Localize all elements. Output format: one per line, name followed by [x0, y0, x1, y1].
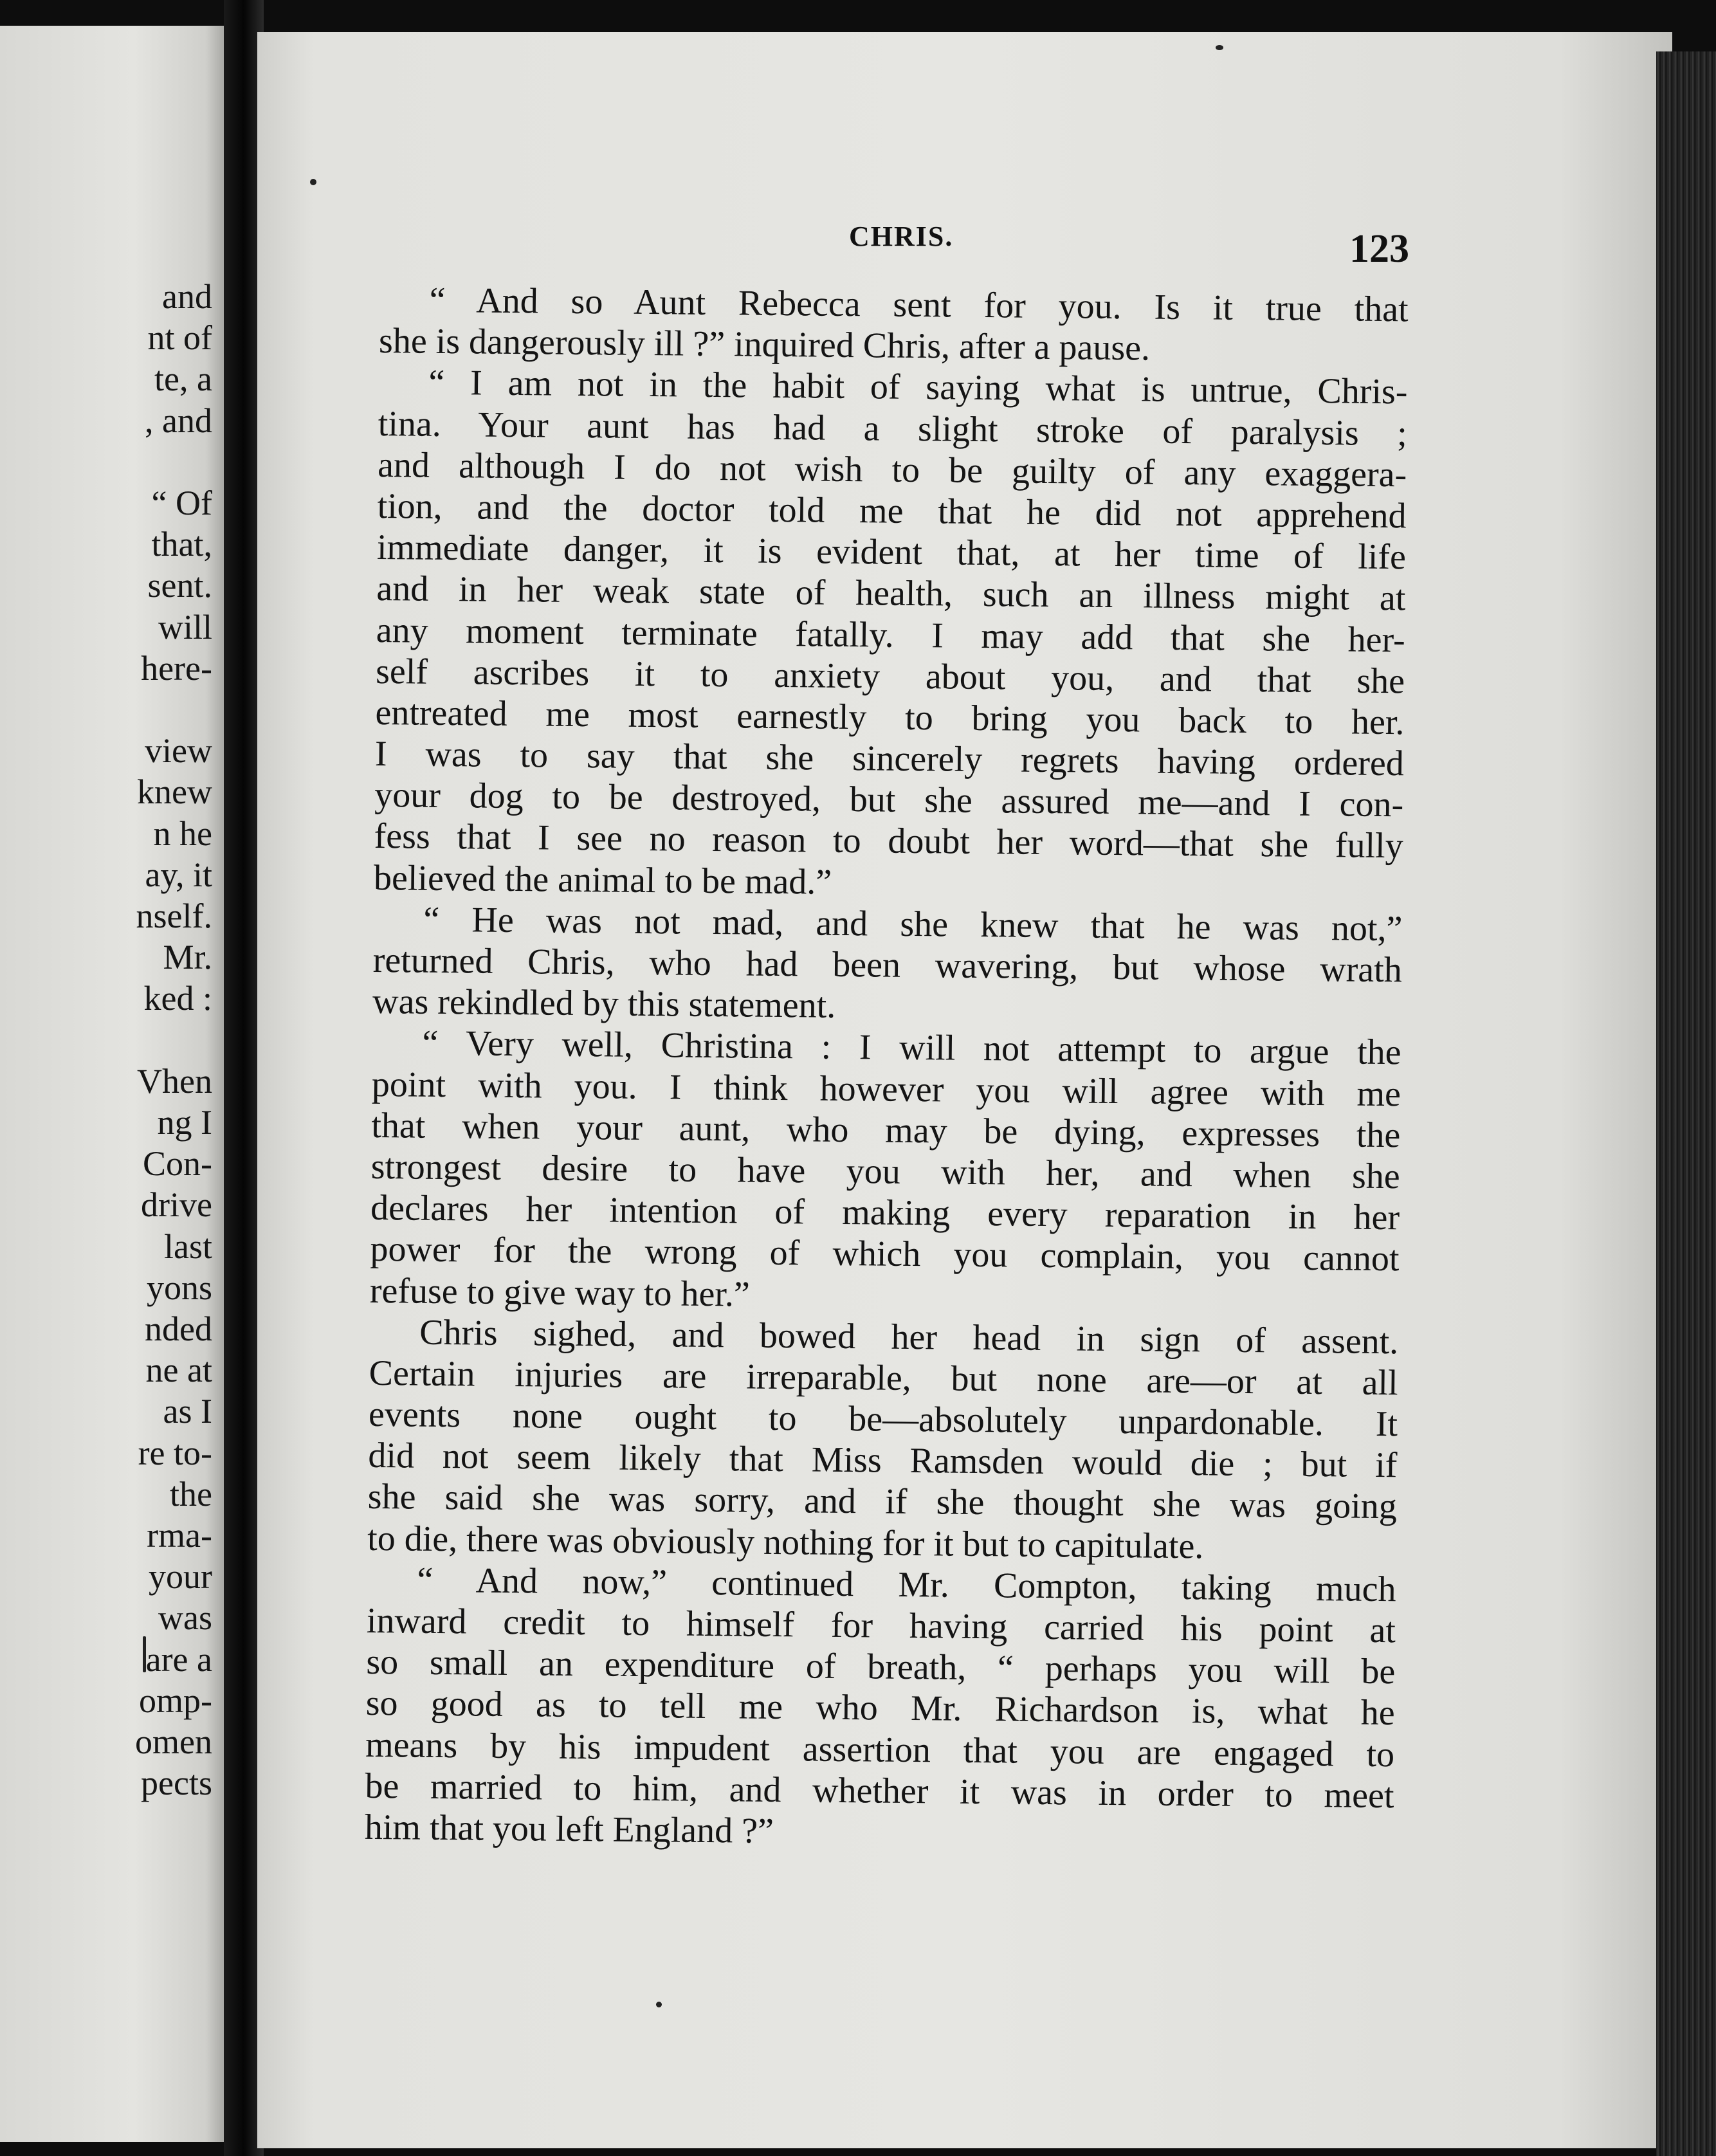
left-page-line: last: [164, 1227, 212, 1266]
left-page-line: knew: [137, 772, 212, 812]
scan-speck: [656, 2002, 662, 2007]
left-page-line: nt of: [147, 318, 212, 358]
left-page-line: Mr.: [163, 938, 212, 977]
text-line: to die, there was obviously nothing for it but to capitulate.: [367, 1518, 1204, 1567]
left-page-line: omp-: [139, 1681, 212, 1720]
text-line: Certain injuries are irreparable, but none are—or at all: [369, 1353, 1398, 1403]
text-line: returned Chris, who had been wavering, but whose wrath: [372, 940, 1403, 991]
running-header: CHRIS.: [849, 221, 954, 252]
text-line: fess that I see no reason to doubt her word—that she fully: [374, 816, 1403, 866]
left-page-line: sent.: [147, 566, 212, 605]
text-line: power for the wrong of which you complain, you cannot: [370, 1229, 1400, 1279]
text-line: refuse to give way to her.”: [369, 1270, 751, 1315]
left-page-line: will: [158, 607, 212, 646]
left-page-line: ay, it: [145, 855, 212, 894]
page-edges: [1656, 51, 1716, 2156]
left-page-line: are a: [145, 1640, 212, 1679]
text-line: entreated me most earnestly to bring you back to her.: [375, 692, 1405, 743]
left-page-line: ked :: [143, 979, 212, 1018]
left-page-line: view: [145, 731, 212, 771]
left-page-line: drive: [141, 1185, 212, 1225]
text-line: did not seem likely that Miss Ramsden would die ; but if: [368, 1436, 1398, 1486]
text-line: self ascribes it to anxiety about you, and that she: [375, 651, 1405, 702]
left-page-line: was: [158, 1598, 212, 1638]
text-line: and in her weak state of health, such an illness might at: [376, 569, 1406, 619]
text-line: tion, and the doctor told me that he did not apprehend: [377, 486, 1407, 536]
text-line: believed the animal to be mad.”: [373, 857, 832, 902]
text-line: strongest desire to have you with her, and when she: [370, 1146, 1400, 1197]
left-page-line: re to-: [138, 1433, 212, 1472]
left-page-line: ne at: [145, 1351, 212, 1390]
left-page-line: omen: [135, 1722, 212, 1761]
left-page-line: nded: [145, 1310, 212, 1348]
text-line: “ I am not in the habit of saying what is untrue, Chris-: [428, 363, 1408, 412]
left-page-line: pects: [141, 1764, 212, 1803]
left-page-line: your: [149, 1557, 212, 1596]
left-page-line: n he: [153, 814, 212, 853]
text-line: Chris sighed, and bowed her head in sign of assent.: [419, 1312, 1399, 1362]
left-page-line: as I: [163, 1392, 212, 1431]
text-line: so small an expenditure of breath, “ perhaps you will be: [366, 1642, 1396, 1692]
text-line: your dog to be destroyed, but she assured me—and I con-: [374, 775, 1404, 825]
scan-speck: [143, 1636, 146, 1672]
text-line: “ He was not mad, and she knew that he was not,”: [423, 899, 1403, 949]
left-page-line: nself.: [136, 897, 212, 935]
left-page-line: Con-: [143, 1144, 212, 1183]
text-line: and although I do not wish to be guilty of any exaggera-: [377, 444, 1407, 495]
left-page-line: here-: [141, 648, 212, 688]
left-page-line: “ Of: [151, 484, 212, 522]
text-line: immediate danger, it is evident that, at her time of life: [376, 527, 1407, 578]
text-line: means by his impudent assertion that you are engaged to: [365, 1724, 1395, 1775]
scan-speck: [1216, 45, 1223, 50]
text-line: “ And so Aunt Rebecca sent for you. Is it true that: [429, 280, 1409, 330]
previous-page-fragment: [0, 26, 224, 2142]
text-line: that when your aunt, who may be dying, expresses the: [371, 1105, 1401, 1156]
left-page-line: and: [162, 277, 212, 316]
left-page-line: the: [170, 1474, 212, 1513]
text-line: inward credit to himself for having carried his point at: [366, 1600, 1396, 1651]
text-line: him that you left England ?”: [364, 1807, 774, 1851]
text-line: I was to say that she sincerely regrets having ordered: [374, 734, 1405, 784]
text-line: point with you. I think however you will agree with me: [371, 1064, 1401, 1114]
text-line: declares her intention of making every reparation in her: [370, 1188, 1400, 1238]
text-line: tina. Your aunt has had a slight stroke of paralysis ;: [378, 403, 1408, 453]
text-line: she is dangerously ill ?” inquired Chris, after a pause.: [378, 321, 1151, 369]
text-line: any moment terminate fatally. I may add that she her-: [376, 610, 1405, 660]
text-line: events none ought to be—absolutely unpardonable. It: [368, 1394, 1398, 1445]
left-page-line: that,: [151, 525, 212, 564]
body-text: [365, 279, 1409, 1858]
left-page-line: , and: [145, 401, 212, 440]
left-page-line: te, a: [154, 360, 212, 399]
left-page-line: rma-: [147, 1516, 212, 1555]
left-page-line: yons: [146, 1268, 212, 1307]
text-line: she said she was sorry, and if she thought she was going: [367, 1477, 1398, 1527]
left-page-line: ng I: [157, 1103, 212, 1142]
text-line: “ Very well, Christina : I will not attempt to argue the: [422, 1023, 1401, 1073]
text-line: so good as to tell me who Mr. Richardson is, what he: [365, 1683, 1395, 1733]
scan-speck: [310, 179, 316, 185]
text-line: “ And now,” continued Mr. Compton, taking much: [417, 1560, 1396, 1610]
text-line: be married to him, and whether it was in order to meet: [365, 1766, 1394, 1816]
page-number: 123: [1349, 227, 1409, 271]
left-page-line: Vhen: [137, 1061, 212, 1101]
text-line: was rekindled by this statement.: [372, 982, 836, 1027]
